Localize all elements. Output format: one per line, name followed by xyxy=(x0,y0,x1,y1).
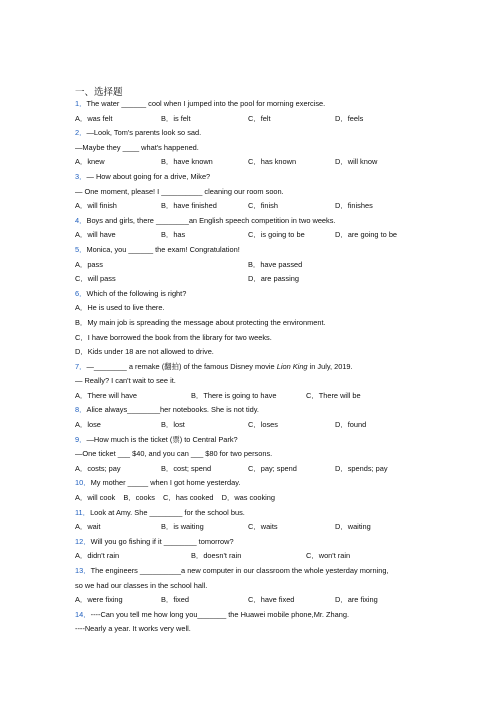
options-row xyxy=(75,549,490,564)
movie-title: Lion King xyxy=(276,361,308,371)
question-number: 5． xyxy=(75,244,87,254)
question-9 xyxy=(75,433,490,448)
question-11 xyxy=(75,506,490,521)
question-13 xyxy=(75,564,490,579)
options-row xyxy=(75,491,490,506)
option-d[interactable]: D．feels xyxy=(335,113,364,123)
option-b[interactable]: B．have passed xyxy=(248,259,303,269)
option-a[interactable]: A．He is used to live there. xyxy=(75,303,165,313)
option-d[interactable]: D．waiting xyxy=(335,522,371,532)
option-c[interactable]: C．loses xyxy=(248,420,278,430)
option-a[interactable]: A．was felt xyxy=(75,113,113,123)
question-text-line: —One ticket ___ $40, and you can ___ $80 for two persons. xyxy=(75,449,273,459)
question-14 xyxy=(75,608,490,623)
question-text: — How about going for a drive, Mike? xyxy=(86,171,211,181)
option-a[interactable]: A．There will have xyxy=(75,390,138,400)
question-text: —How much is the ticket (票) to Central Park? xyxy=(86,434,238,444)
question-text-line: ----Nearly a year. It works very well. xyxy=(75,624,191,634)
option-c[interactable]: C．has known xyxy=(248,157,297,167)
question-number: 12． xyxy=(75,536,91,546)
option-c[interactable]: C．finish xyxy=(248,201,278,211)
question-number: 14． xyxy=(75,609,91,619)
question-text-line: — Really? I can't wait to see it. xyxy=(75,376,176,386)
option-a[interactable]: A．wait xyxy=(75,522,101,532)
question-text: Which of the following is right? xyxy=(86,288,187,298)
option-d[interactable]: D．found xyxy=(335,420,367,430)
question-text-line: —Maybe they ____ what's happened. xyxy=(75,142,199,152)
question-text: Look at Amy. She ________ for the school bus. xyxy=(90,507,245,517)
options-row xyxy=(75,199,490,214)
option-b[interactable]: B．lost xyxy=(161,420,185,430)
question-text: Alice always________her notebooks. She is not tidy. xyxy=(86,405,259,415)
question-10 xyxy=(75,476,490,491)
option-a[interactable]: A．didn't rain xyxy=(75,551,120,561)
question-5 xyxy=(75,243,490,258)
option-c[interactable]: C．has cooked xyxy=(163,493,214,503)
question-number: 11． xyxy=(75,507,91,517)
question-6 xyxy=(75,287,490,302)
question-number: 10． xyxy=(75,478,91,488)
option-b[interactable]: B．doesn't rain xyxy=(191,551,242,561)
option-c[interactable]: C．won't rain xyxy=(306,551,351,561)
option-b[interactable]: B．fixed xyxy=(161,595,189,605)
options-row xyxy=(75,272,490,287)
question-text: ----Can you tell me how long you_______ the Huawei mobile phone,Mr. Zhang. xyxy=(90,609,350,619)
question-number: 7． xyxy=(75,361,87,371)
question-text: My mother _____ when I got home yesterday. xyxy=(90,478,241,488)
options-row xyxy=(75,462,490,477)
question-text: —Look, Tom's parents look so sad. xyxy=(86,128,202,138)
options-row xyxy=(75,418,490,433)
question-2 xyxy=(75,126,490,141)
option-c[interactable]: C．will pass xyxy=(75,274,116,284)
option-d[interactable]: D．are fixing xyxy=(335,595,378,605)
options-row xyxy=(75,593,490,608)
option-d[interactable]: D．finishes xyxy=(335,201,373,211)
question-12 xyxy=(75,535,490,550)
question-list xyxy=(75,97,490,637)
question-3 xyxy=(75,170,490,185)
option-b[interactable]: B．has xyxy=(161,230,186,240)
option-a[interactable]: A．costs; pay xyxy=(75,463,121,473)
question-number: 4． xyxy=(75,215,87,225)
question-8 xyxy=(75,403,490,418)
options-row xyxy=(75,520,490,535)
question-text: Will you go fishing if it ________ tomorrow? xyxy=(90,536,234,546)
option-a[interactable]: A．knew xyxy=(75,157,105,167)
option-d[interactable]: D．are going to be xyxy=(335,230,398,240)
option-c[interactable]: C．I have borrowed the book from the library for two weeks. xyxy=(75,332,272,342)
option-b[interactable]: B．is felt xyxy=(161,113,191,123)
options-row xyxy=(75,228,490,243)
question-number: 3． xyxy=(75,171,87,181)
option-c[interactable]: C．felt xyxy=(248,113,271,123)
option-d[interactable]: D．Kids under 18 are not allowed to drive. xyxy=(75,347,214,357)
option-b[interactable]: B．cooks xyxy=(123,493,155,503)
option-a[interactable]: A．will cook xyxy=(75,493,116,503)
question-7 xyxy=(75,360,490,375)
question-number: 8． xyxy=(75,405,87,415)
option-d[interactable]: D．spends; pay xyxy=(335,463,388,473)
option-b[interactable]: B．is waiting xyxy=(161,522,204,532)
question-text: —________ a remake (翻拍) of the famous Disney movie xyxy=(86,361,277,371)
question-number: 13． xyxy=(75,566,91,575)
option-b[interactable]: B．My main job is spreading the message about protecting the environment. xyxy=(75,317,326,327)
option-d[interactable]: D．was cooking xyxy=(221,493,276,503)
question-text: The water ______ cool when I jumped into the pool for morning exercise. xyxy=(86,99,326,108)
option-b[interactable]: B．have known xyxy=(161,157,213,167)
option-b[interactable]: B．have finished xyxy=(161,201,217,211)
option-a[interactable]: A．were fixing xyxy=(75,595,123,605)
question-number: 1． xyxy=(75,99,87,108)
question-text-line: — One moment, please! I __________ cleaning our room soon. xyxy=(75,186,284,196)
option-c[interactable]: C．pay; spend xyxy=(248,463,297,473)
question-number: 2． xyxy=(75,128,87,138)
question-1 xyxy=(75,97,490,112)
option-b[interactable]: B．There is going to have xyxy=(191,390,277,400)
section-title: 一、选择题 xyxy=(75,87,123,98)
option-d[interactable]: D．will know xyxy=(335,157,378,167)
question-text-tail: in July, 2019. xyxy=(307,361,353,371)
question-text: Monica, you ______ the exam! Congratulation! xyxy=(86,244,240,254)
option-a[interactable]: A．pass xyxy=(75,259,103,269)
question-4 xyxy=(75,214,490,229)
question-number: 9． xyxy=(75,434,87,444)
option-a[interactable]: A．will finish xyxy=(75,201,117,211)
option-c[interactable]: C．is going to be xyxy=(248,230,305,240)
option-a[interactable]: A．lose xyxy=(75,420,101,430)
option-c[interactable]: C．There will be xyxy=(306,390,361,400)
question-text: Boys and girls, there ________an English speech competition in two weeks. xyxy=(86,215,336,225)
option-d[interactable]: D．are passing xyxy=(248,274,299,284)
options-row xyxy=(75,389,490,404)
question-text-line: so we had our classes in the school hall. xyxy=(75,580,208,590)
question-number: 6． xyxy=(75,288,87,298)
option-a[interactable]: A．will have xyxy=(75,230,116,240)
option-c[interactable]: C．have fixed xyxy=(248,595,295,605)
options-row xyxy=(75,155,490,170)
options-row xyxy=(75,112,490,127)
option-c[interactable]: C．waits xyxy=(248,522,278,532)
option-b[interactable]: B．cost; spend xyxy=(161,463,212,473)
options-row xyxy=(75,258,490,273)
question-text: The engineers __________a new computer in our classroom the whole yesterday morning, xyxy=(90,566,389,575)
